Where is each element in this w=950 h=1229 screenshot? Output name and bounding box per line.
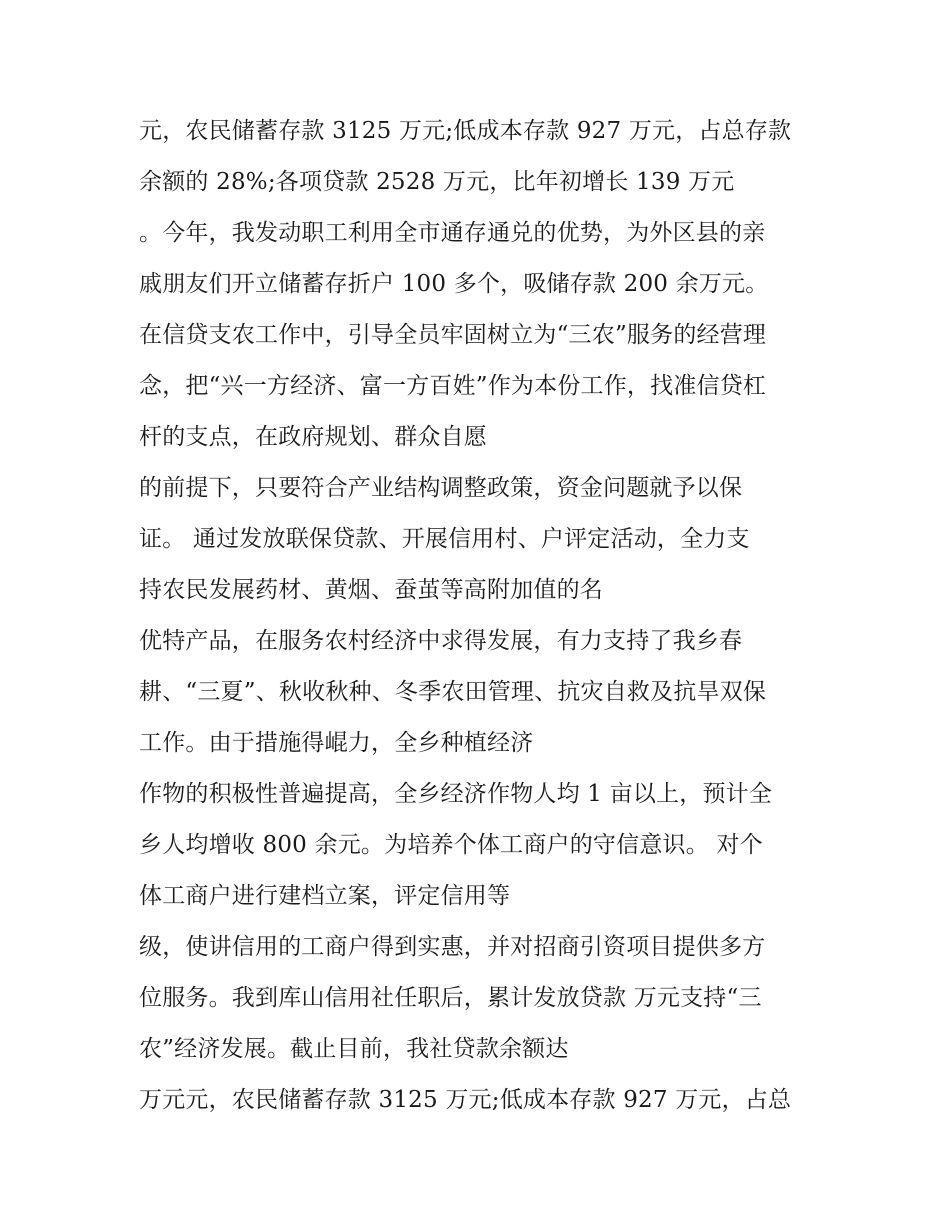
text-line: 念，把“兴一方经济、富一方百姓”作为本份工作，找准信贷杠 bbox=[139, 373, 767, 399]
text-line: 作物的积极性普遍提高，全乡经济作物人均 1 亩以上，预计全 bbox=[139, 781, 773, 807]
text-line: 耕、“三夏”、秋收秋种、冬季农田管理、抗灾自救及抗旱双保 bbox=[139, 679, 767, 705]
text-line: 戚朋友们开立储蓄存折户 100 多个，吸储存款 200 余万元。 bbox=[139, 271, 769, 297]
text-line: 级，使讲信用的工商户得到实惠，并对招商引资项目提供多方 bbox=[139, 934, 766, 960]
text-line: 证。 通过发放联保贷款、开展信用村、户评定活动，全力支 bbox=[139, 526, 750, 552]
text-line: 优特产品，在服务农村经济中求得发展，有力支持了我乡春 bbox=[139, 628, 743, 654]
text-line: 的前提下，只要符合产业结构调整政策，资金问题就予以保 bbox=[139, 475, 743, 501]
text-line: 。今年，我发动职工利用全市通存通兑的优势，为外区县的亲 bbox=[139, 220, 766, 246]
text-line: 杆的支点，在政府规划、群众自愿 bbox=[139, 424, 487, 450]
text-line: 农”经济发展。截止目前，我社贷款余额达 bbox=[139, 1036, 569, 1062]
text-line: 持农民发展药材、黄烟、蚕茧等高附加值的名 bbox=[139, 577, 603, 603]
text-line: 乡人均增收 800 余元。为培养个体工商户的守信意识。 对个 bbox=[139, 832, 763, 858]
text-line: 元，农民储蓄存款 3125 万元;低成本存款 927 万元，占总存款 bbox=[139, 118, 792, 144]
body-text bbox=[139, 106, 839, 1126]
text-line: 万元元，农民储蓄存款 3125 万元;低成本存款 927 万元，占总 bbox=[139, 1087, 792, 1113]
text-line: 体工商户进行建档立案，评定信用等 bbox=[139, 883, 511, 909]
text-line: 在信贷支农工作中，引导全员牢固树立为“三农”服务的经营理 bbox=[139, 322, 767, 348]
text-line: 余额的 28%;各项贷款 2528 万元，比年初增长 139 万元 bbox=[139, 169, 735, 195]
text-line: 工作。由于措施得崐力，全乡种植经济 bbox=[139, 730, 534, 756]
text-line: 位服务。我到库山信用社任职后，累计发放贷款 万元支持“三 bbox=[139, 985, 762, 1011]
